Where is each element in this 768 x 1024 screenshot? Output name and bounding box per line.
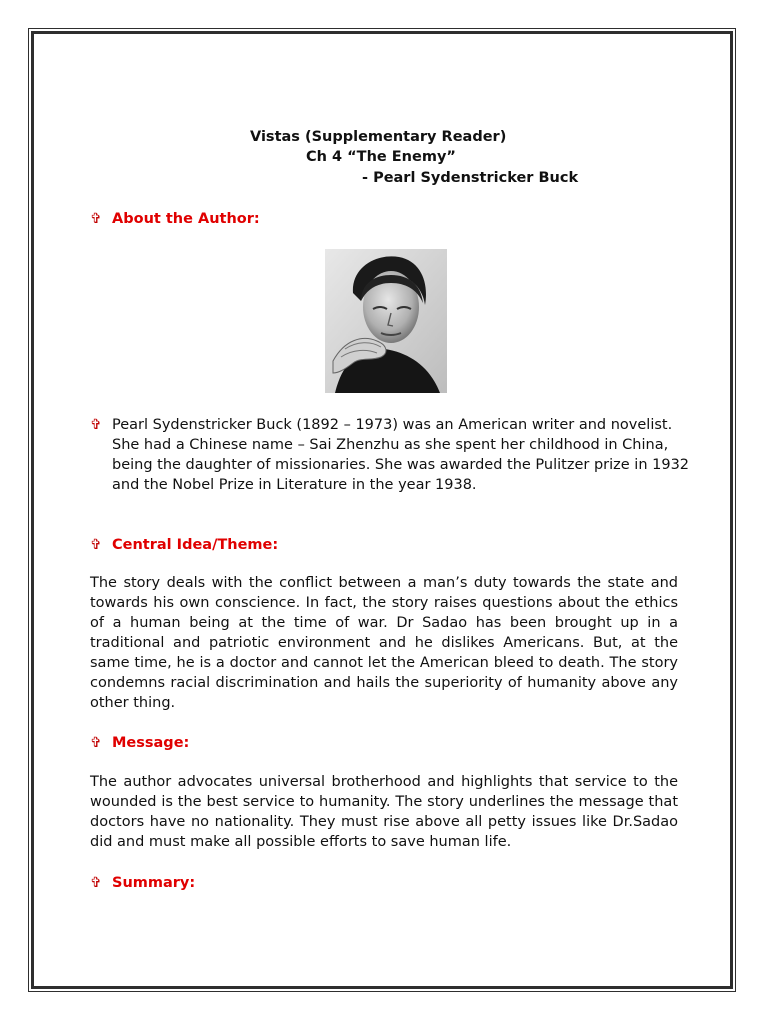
title-line-author: - Pearl Sydenstricker Buck	[362, 170, 579, 186]
heading-summary	[90, 873, 195, 893]
heading-message	[90, 733, 189, 753]
cross-bullet-icon: ✞	[90, 537, 102, 553]
heading-about-author-text: About the Author:	[112, 211, 260, 227]
cross-bullet-icon: ✞	[90, 417, 102, 433]
title-line-book: Vistas (Supplementary Reader)	[250, 129, 507, 145]
cross-bullet-icon: ✞	[90, 875, 102, 891]
cross-bullet-icon: ✞	[90, 211, 102, 227]
message-paragraph: The author advocates universal brotherhood and highlights that service to the wounded is the best service to humanity. The story underlines the message that doctors have no nationality. They must rise above all petty issues like Dr.Sadao did and must make all possible efforts to save human life.	[90, 774, 678, 850]
heading-central-idea	[90, 535, 278, 555]
author-photo	[325, 249, 447, 393]
author-bio-item	[90, 415, 690, 495]
author-bio-text: Pearl Sydenstricker Buck (1892 – 1973) was an American writer and novelist. She had a Chinese name – Sai Zhenzhu as she spent her childhood in China, being the daughter of missionaries. She was awarded the Pulitzer prize in 1932 and the Nobel Prize in Literature in the year 1938.	[112, 417, 690, 493]
theme-paragraph: The story deals with the conflict between a man’s duty towards the state and towards his own conscience. In fact, the story raises questions about the ethics of a human being at the time of war. Dr Sadao has been brought up in a traditional and patriotic environment and he dislikes Americans. But, at the same time, he is a doctor and cannot let the American bleed to death. The story condemns racial discrimination and hails the superiority of humanity above any other thing.	[90, 575, 678, 711]
heading-summary-text: Summary:	[112, 875, 196, 891]
heading-message-text: Message:	[112, 735, 190, 751]
heading-about-author	[90, 209, 260, 229]
heading-central-idea-text: Central Idea/Theme:	[112, 537, 279, 553]
title-line-chapter: Ch 4 “The Enemy”	[306, 149, 456, 165]
cross-bullet-icon: ✞	[90, 735, 102, 751]
